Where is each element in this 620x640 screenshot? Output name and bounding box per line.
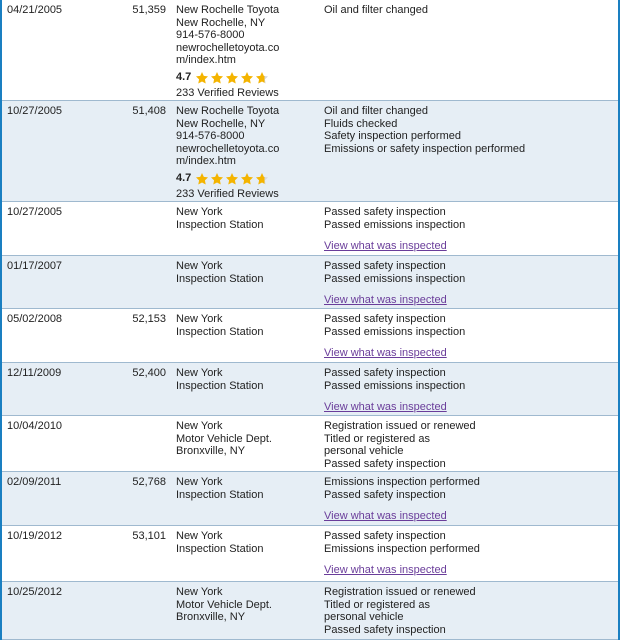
comment-line: Emissions inspection performed <box>324 542 480 555</box>
comment-line: personal vehicle <box>324 445 404 457</box>
view-inspected-link[interactable]: View what was inspected <box>324 294 447 306</box>
comments-cell <box>312 472 618 525</box>
source-cell <box>166 416 312 471</box>
star-icon <box>225 71 239 85</box>
source-line: New York <box>176 420 223 432</box>
table-row <box>2 101 618 202</box>
source-cell <box>166 309 312 362</box>
comment-line: Titled or registered as <box>324 598 430 611</box>
comments-cell <box>312 526 618 581</box>
source-line: New York <box>176 260 223 272</box>
mileage-cell: 53,101 <box>132 530 166 542</box>
mileage-cell: 51,359 <box>132 4 166 16</box>
star-icon <box>255 172 269 186</box>
comment-line: Passed safety inspection <box>324 623 446 636</box>
source-line: New Rochelle, NY <box>176 117 266 130</box>
comment-line: Passed emissions inspection <box>324 325 466 338</box>
source-line: newrochelletoyota.co <box>176 142 280 155</box>
star-icon <box>225 172 239 186</box>
source-cell <box>166 0 312 100</box>
table-row <box>2 0 618 101</box>
comment-line: Passed safety inspection <box>324 488 446 501</box>
source-line: New York <box>176 476 223 488</box>
reviews-count: 233 Verified Reviews <box>176 86 279 99</box>
comments-cell <box>312 256 618 308</box>
mileage-cell: 52,400 <box>132 367 166 379</box>
date-cell: 10/27/2005 <box>7 105 63 117</box>
comment-line: Passed emissions inspection <box>324 218 466 231</box>
source-cell <box>166 256 312 308</box>
source-line: Motor Vehicle Dept. <box>176 598 272 611</box>
comment-line: Titled or registered as <box>324 432 430 445</box>
comment-line: Oil and filter changed <box>324 4 428 16</box>
source-line: m/index.htm <box>176 155 236 167</box>
rating <box>176 171 312 187</box>
comment-line: Passed emissions inspection <box>324 379 466 392</box>
source-cell <box>166 101 312 201</box>
view-inspected-link[interactable]: View what was inspected <box>324 347 447 359</box>
source-line: New York <box>176 530 223 542</box>
table-row <box>2 472 618 526</box>
date-cell: 05/02/2008 <box>7 313 63 325</box>
source-line: Inspection Station <box>176 272 264 285</box>
date-cell: 10/04/2010 <box>7 420 63 432</box>
table-row <box>2 256 618 309</box>
comment-line: Passed emissions inspection <box>324 272 466 285</box>
mileage-cell <box>104 256 166 308</box>
table-row <box>2 526 618 582</box>
table-row <box>2 582 618 640</box>
source-line: Inspection Station <box>176 379 264 392</box>
source-line: New Rochelle Toyota <box>176 105 280 117</box>
source-cell <box>166 526 312 581</box>
comment-line: Passed safety inspection <box>324 367 446 379</box>
table-row <box>2 202 618 256</box>
source-cell <box>166 582 312 639</box>
source-line: New York <box>176 367 223 379</box>
view-inspected-link[interactable]: View what was inspected <box>324 401 447 413</box>
source-line: 914-576-8000 <box>176 29 245 41</box>
star-icon <box>195 71 209 85</box>
star-icon <box>240 172 254 186</box>
rating-value: 4.7 <box>176 172 192 185</box>
source-line: Inspection Station <box>176 218 264 231</box>
date-cell: 10/25/2012 <box>7 586 63 598</box>
comment-line: Passed safety inspection <box>324 313 446 325</box>
comment-line: Passed safety inspection <box>324 260 446 272</box>
comment-line: Passed safety inspection <box>324 206 446 218</box>
view-inspected-link[interactable]: View what was inspected <box>324 564 447 576</box>
source-cell <box>166 472 312 525</box>
source-line: Inspection Station <box>176 488 264 501</box>
source-line: New York <box>176 206 223 218</box>
comment-line: Passed safety inspection <box>324 530 446 542</box>
date-cell: 04/21/2005 <box>7 4 63 16</box>
source-line: 914-576-8000 <box>176 130 245 142</box>
source-line: Bronxville, NY <box>176 611 246 623</box>
source-line: m/index.htm <box>176 54 236 66</box>
star-icon <box>255 71 269 85</box>
table-row <box>2 363 618 416</box>
view-inspected-link[interactable]: View what was inspected <box>324 240 447 252</box>
comment-line: personal vehicle <box>324 611 404 623</box>
source-line: New York <box>176 586 223 598</box>
rating <box>176 70 312 86</box>
comment-line: Registration issued or renewed <box>324 586 476 598</box>
source-line: New Rochelle Toyota <box>176 4 280 16</box>
date-cell: 01/17/2007 <box>7 260 63 272</box>
comments-cell <box>312 309 618 362</box>
comments-cell <box>312 363 618 415</box>
date-cell: 10/19/2012 <box>7 530 63 542</box>
comment-line: Emissions or safety inspection performed <box>324 142 526 155</box>
star-icon <box>195 172 209 186</box>
star-icon <box>210 71 224 85</box>
comment-line: Fluids checked <box>324 117 398 130</box>
date-cell: 10/27/2005 <box>7 206 63 218</box>
source-line: Inspection Station <box>176 542 264 555</box>
mileage-cell: 52,153 <box>132 313 166 325</box>
mileage-cell: 52,768 <box>132 476 166 488</box>
source-line: Inspection Station <box>176 325 264 338</box>
mileage-cell <box>104 582 166 639</box>
mileage-cell: 51,408 <box>132 105 166 117</box>
comments-cell <box>312 101 618 201</box>
reviews-count: 233 Verified Reviews <box>176 187 279 200</box>
star-icon <box>240 71 254 85</box>
table-row <box>2 309 618 363</box>
view-inspected-link[interactable]: View what was inspected <box>324 510 447 522</box>
comments-cell <box>312 202 618 255</box>
mileage-cell <box>104 416 166 471</box>
comment-line: Oil and filter changed <box>324 105 428 117</box>
source-line: Bronxville, NY <box>176 445 246 457</box>
source-line: New York <box>176 313 223 325</box>
source-line: Motor Vehicle Dept. <box>176 432 272 445</box>
mileage-cell <box>104 202 166 255</box>
date-cell: 12/11/2009 <box>7 367 62 379</box>
source-line: newrochelletoyota.co <box>176 41 280 54</box>
rating-value: 4.7 <box>176 71 192 84</box>
source-line: New Rochelle, NY <box>176 16 266 29</box>
comment-line: Passed safety inspection <box>324 457 446 470</box>
comments-cell <box>312 582 618 639</box>
table-row <box>2 416 618 472</box>
source-cell <box>166 363 312 415</box>
date-cell: 02/09/2011 <box>7 476 62 488</box>
comment-line: Emissions inspection performed <box>324 476 480 488</box>
star-icon <box>210 172 224 186</box>
source-cell <box>166 202 312 255</box>
comments-cell <box>312 416 618 471</box>
comment-line: Safety inspection performed <box>324 130 461 142</box>
comments-cell <box>312 0 618 100</box>
comment-line: Registration issued or renewed <box>324 420 476 432</box>
